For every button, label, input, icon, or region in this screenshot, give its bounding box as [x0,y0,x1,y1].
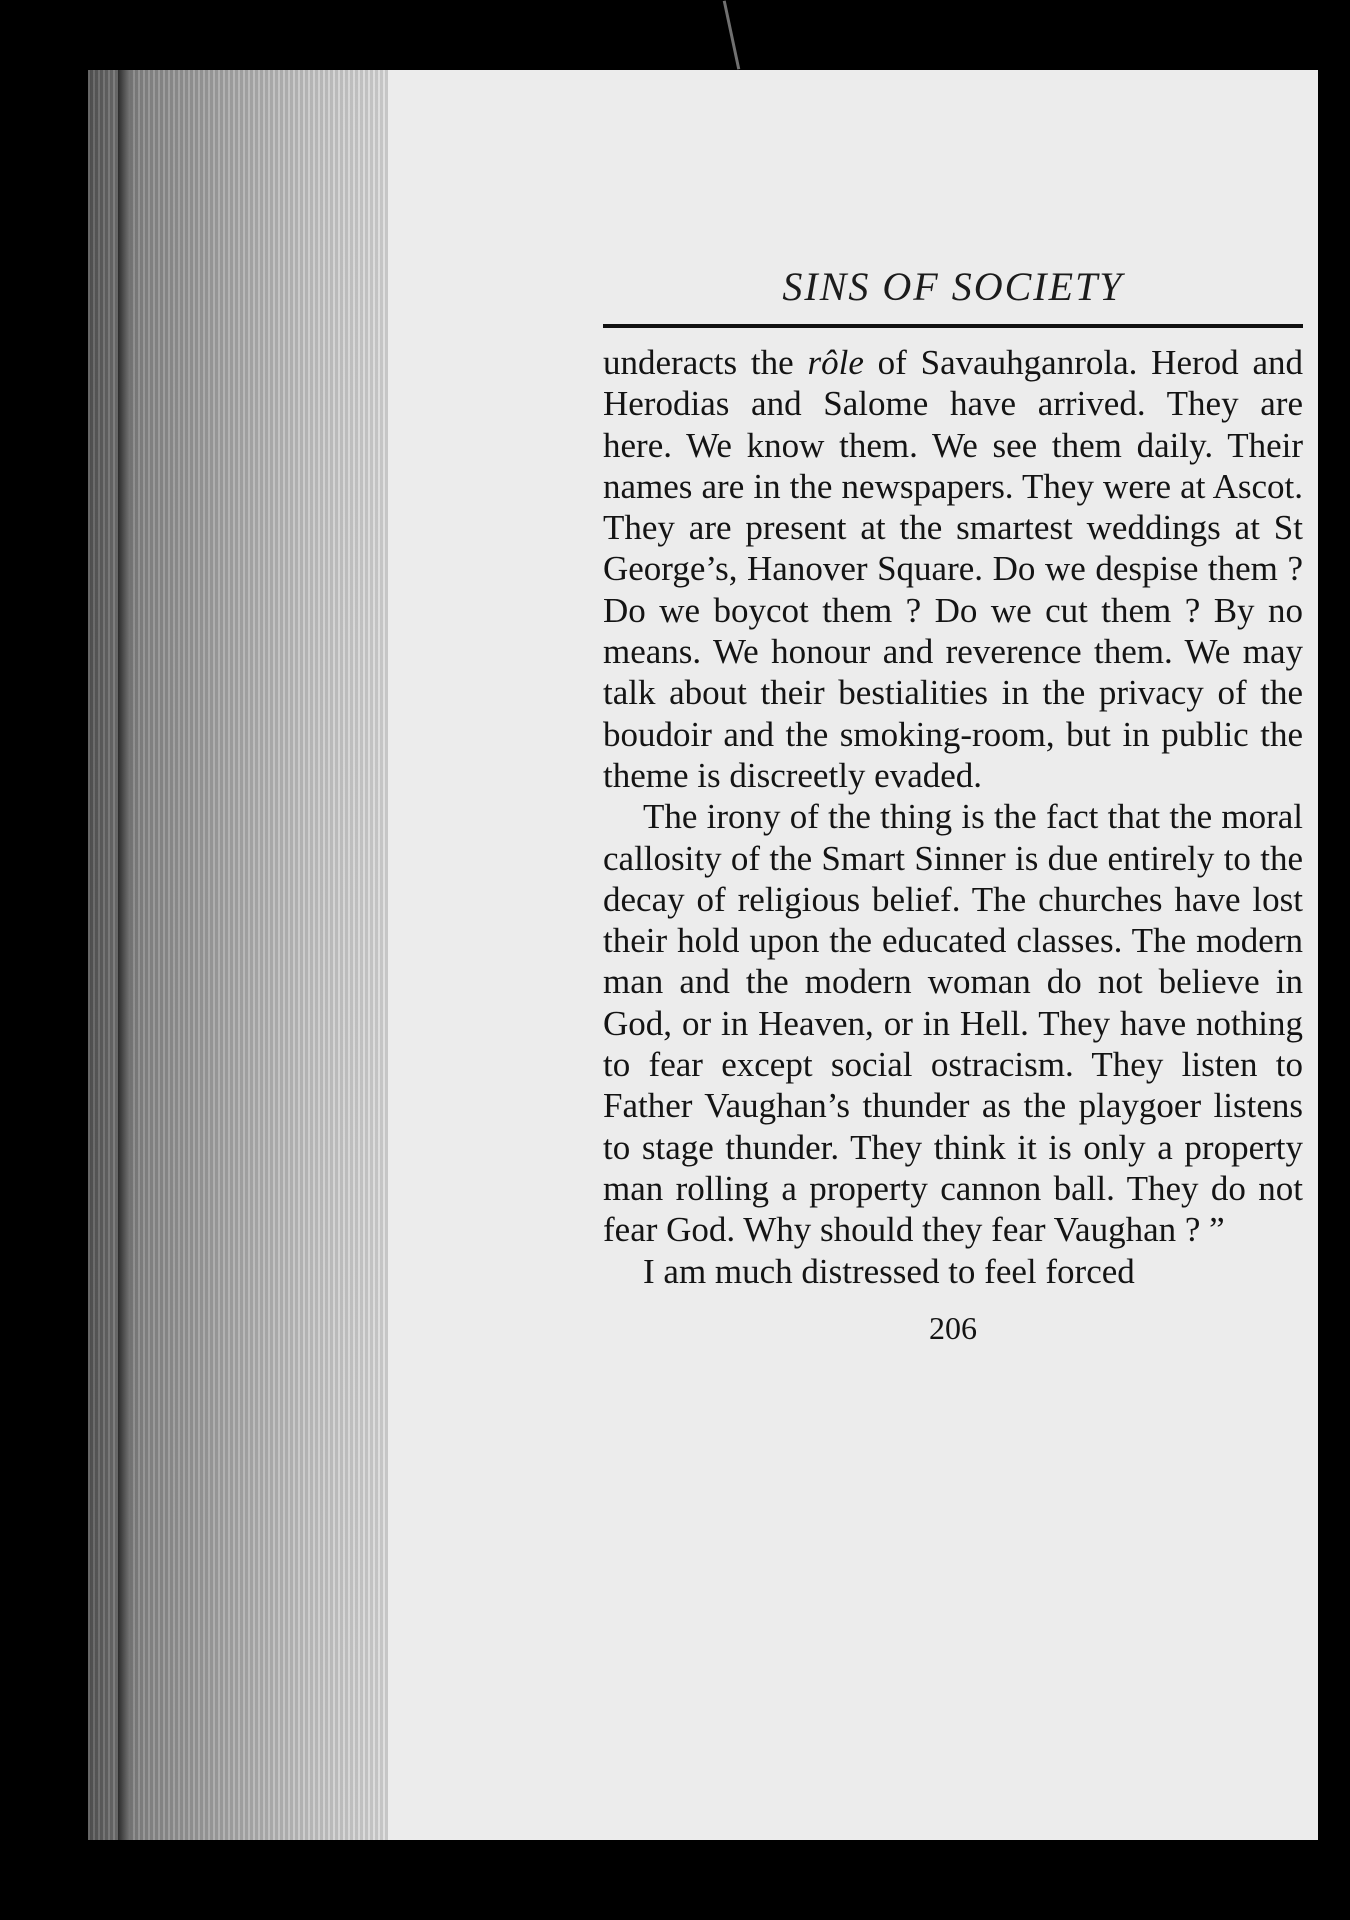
paragraph-1-part-1: underacts the [603,343,808,382]
paragraph-1-part-2: of Savauhganrola. Herod and Herodias and Salome have arrived. They are here. We know them. We see them daily. Their names are in the newspapers. They were at Ascot. They are present at the smartest weddings at St George’s, Hanover Square. Do we despise them ? Do we boycot them ? Do we cut them ? By no means. We honour and reverence them. We may talk about their bestialities in the privacy of the boudoir and the smoking-room, but in public the theme is discreetly evaded. [603,343,1303,795]
page-number: 206 [929,1309,977,1346]
page-content [603,260,1303,1347]
body-text [603,342,1303,1292]
italic-word-role: rôle [807,343,864,382]
paragraph-3: I am much distressed to feel forced [643,1251,1135,1291]
running-head: SINS OF SOCIETY [782,264,1124,309]
paragraph-1 [603,342,1303,796]
book-page [388,70,1318,1840]
page-edges [88,70,388,1840]
paragraph-2: The irony of the thing is the fact that the moral callosity of the Smart Sinner is due entirely to the decay of religious belief. The churches have lost their hold upon the educated classes. The modern man and the modern woman do not believe in God, or in Heaven, or in Hell. They have nothing to fear except social ostracism. They listen to Father Vaughan’s thunder as the playgoer listens to stage thunder. They think it is only a property man rolling a property cannon ball. They do not fear God. Why should they fear Vaughan ? ” [603,797,1303,1250]
header-rule [603,324,1303,328]
